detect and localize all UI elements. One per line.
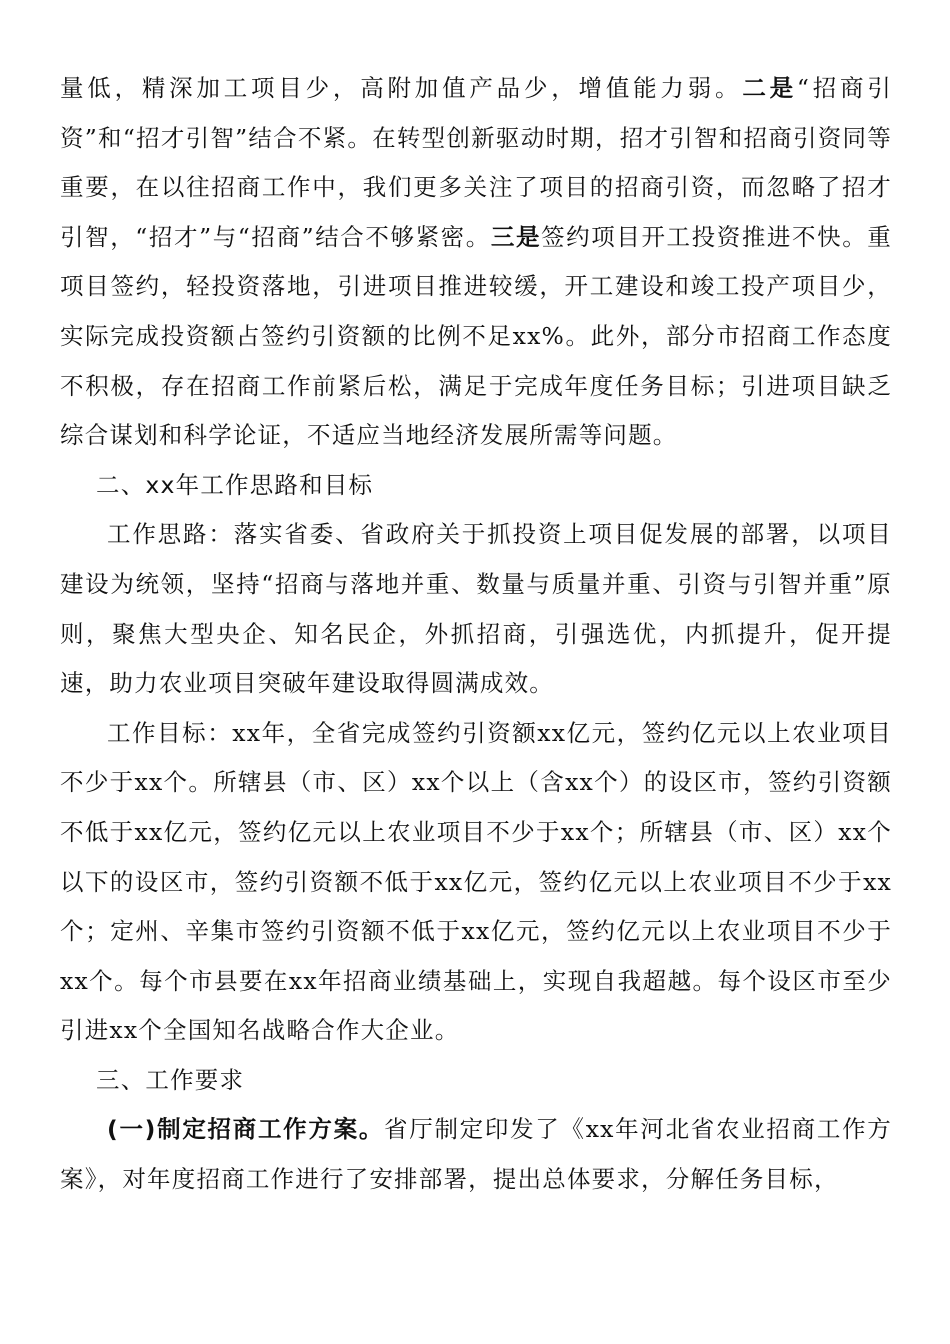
paragraph-text: 省厅制定印发了《xx年河北省农业招商工作方案》，对年度招商工作进行了安排部署，提出总体要求，分解任务目标， (60, 1115, 892, 1194)
bold-lead-two: 二是 (742, 74, 797, 102)
paragraph-text: 签约项目开工投资推进不快。重项目签约，轻投资落地，引进项目推进较缓，开工建设和竣工投产项目少，实际完成投资额占签约引资额的比例不足xx%。此外，部分市招商工作态度不积极，存在招商工作前紧后松，满足于完成年度任务目标；引进项目缺乏综合谋划和科学论证，不适应当地经济发展所需等问题。 (60, 222, 892, 450)
document-body (60, 64, 892, 1205)
bold-lead-three: 三是 (490, 222, 542, 251)
bold-subheading-one: (一)制定招商工作方案。 (107, 1115, 385, 1144)
paragraph-work-ideas: 工作思路：落实省委、省政府关于抓投资上项目促发展的部署，以项目建设为统领，坚持“招商与落地并重、数量与质量并重、引资与引智并重”原则，聚焦大型央企、知名民企，外抓招商，引强选优，内抓提升，促开提速，助力农业项目突破年建设取得圆满成效。 (60, 520, 892, 698)
paragraph-work-plan (60, 1105, 892, 1204)
section-heading-two: 二、xx年工作思路和目标 (96, 470, 374, 499)
paragraph-problems (60, 64, 892, 461)
paragraph-text: “招商引资”和“招才引智”结合不紧。在转型创新驱动时期，招才引智和招商引资同等重要，在以往招商工作中，我们更多关注了项目的招商引资，而忽略了招才引智，“招才”与“招商”结合不够紧密。 (60, 74, 892, 251)
paragraph-work-goals: 工作目标：xx年，全省完成签约引资额xx亿元，签约亿元以上农业项目不少于xx个。所辖县（市、区）xx个以上（含xx个）的设区市，签约引资额不低于xx亿元，签约亿元以上农业项目不少于xx个；所辖县（市、区）xx个以下的设区市，签约引资额不低于xx亿元，签约亿元以上农业项目不少于xx个；定州、辛集市签约引资额不低于xx亿元，签约亿元以上农业项目不少于xx个。每个市县要在xx年招商业绩基础上，实现自我超越。每个设区市至少引进xx个全国知名战略合作大企业。 (60, 718, 892, 1045)
paragraph-text: 量低，精深加工项目少，高附加值产品少，增值能力弱。 (60, 74, 743, 102)
section-heading-three: 三、工作要求 (96, 1065, 245, 1094)
